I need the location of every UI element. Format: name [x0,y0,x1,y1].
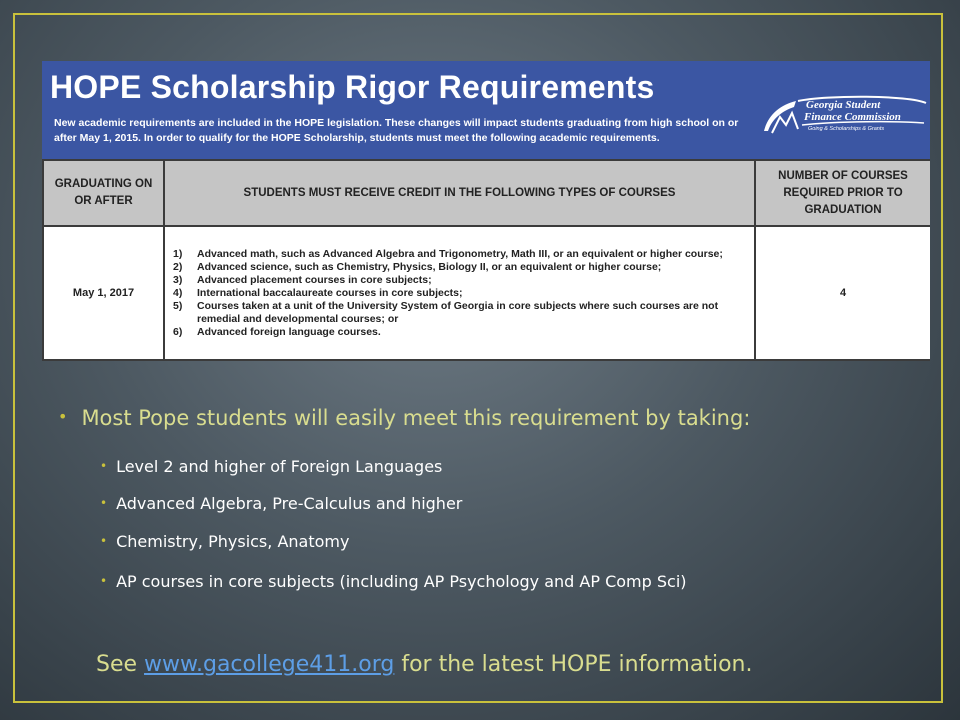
list-item: 4) International baccalaureate courses in core subjects; [173,286,463,299]
list-item: 3) Advanced placement courses in core subjects; [173,273,432,286]
bullet-dot-icon: • [100,459,108,473]
sub-bullet: • Chemistry, Physics, Anatomy [100,532,350,551]
logo-line2: Finance Commission [804,111,901,123]
footer-suffix: for the latest HOPE information. [394,652,753,677]
list-item: 6) Advanced foreign language courses. [173,325,381,338]
gacollege411-link[interactable]: www.gacollege411.org [144,652,395,677]
bullet-dot-icon: • [100,496,108,510]
table-header-row [43,160,930,226]
logo-line1: Georgia Student [806,99,881,111]
sub-bullet: • Advanced Algebra, Pre-Calculus and higher [100,494,463,513]
header-graduating: GRADUATING ON OR AFTER [43,160,164,226]
gsfc-logo [758,95,928,141]
bullet-dot-icon: • [100,574,108,588]
graduation-date: May 1, 2017 [43,226,164,360]
footer-line [96,652,752,677]
sub-bullet: • AP courses in core subjects (including AP Psychology and AP Comp Sci) [100,572,687,591]
main-bullet-text: Most Pope students will easily meet this requirement by taking: [81,406,751,430]
table-row [43,226,930,360]
banner-title: HOPE Scholarship Rigor Requirements [50,69,655,105]
bullet-dot-icon: • [100,534,108,548]
list-item: 5) Courses taken at a unit of the University System of Georgia in core subjects where such courses are not remedial and developmental courses; or [173,299,719,325]
requirements-table [42,159,930,361]
list-item: 2) Advanced science, such as Chemistry, Physics, Biology II, or an equivalent or higher course; [173,260,662,273]
banner-intro: New academic requirements are included in the HOPE legislation. These changes will impact students graduating from high school on or after May 1, 2015. In order to qualify for the HOPE Scholarship, students must meet the following academic requirements. [54,117,739,144]
course-list-cell [164,226,755,360]
hope-requirements-image [42,61,930,361]
header-number-of-courses: NUMBER OF COURSES REQUIRED PRIOR TO GRADUATION [755,160,930,226]
header-course-types: STUDENTS MUST RECEIVE CREDIT IN THE FOLLOWING TYPES OF COURSES [164,160,755,226]
bullet-dot-icon: • [58,407,68,426]
main-bullet [58,406,750,430]
sub-bullet: • Level 2 and higher of Foreign Languages [100,457,443,476]
banner [42,61,930,159]
course-count: 4 [755,226,930,360]
list-item: 1) Advanced math, such as Advanced Algebra and Trigonometry, Math III, or an equivalent or higher course; [173,247,723,260]
footer-prefix: See [96,652,145,677]
logo-tagline: Going & Scholarships & Grants [808,126,885,132]
course-list [173,248,748,339]
